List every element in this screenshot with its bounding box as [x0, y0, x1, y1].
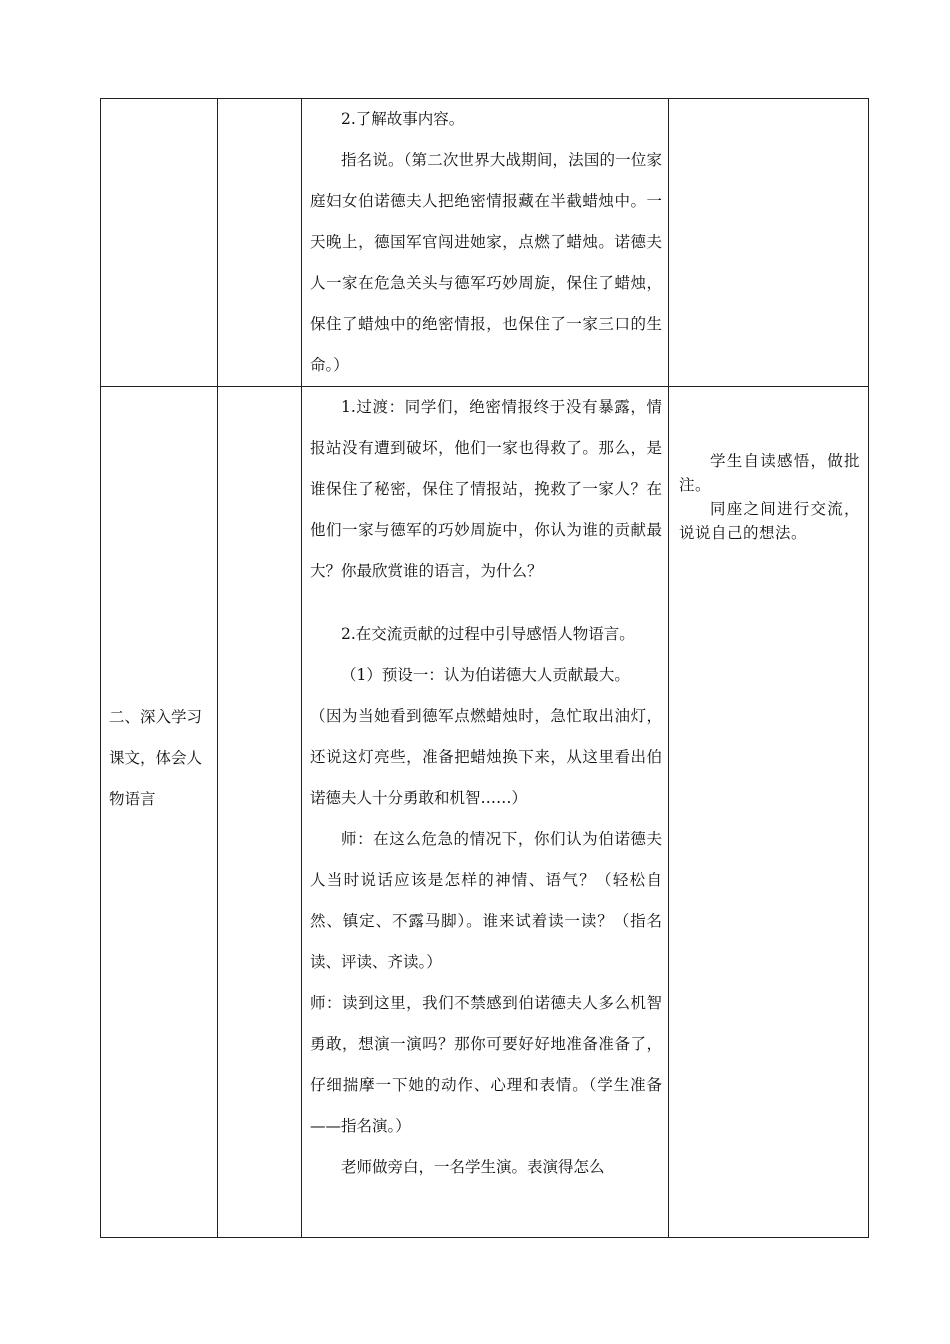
paragraph: （1）预设一：认为伯诺德大人贡献最大。	[341, 666, 630, 684]
paragraph: 同座之间进行交流，说说自己的想法。	[679, 500, 860, 542]
teacher-activity-cell	[302, 99, 669, 387]
paragraph: 1.过渡：同学们，绝密情报终于没有暴露，情报站没有遭到破坏，他们一家也得救了。那么，是谁保住了秘密，保住了情报站，挽救了一家人？在他们一家与德军的巧妙周旋中，你认为谁的贡献最大？你最欣赏谁的语言，为什么？	[310, 398, 662, 580]
table-row	[101, 387, 869, 1238]
paragraph: 2.了解故事内容。	[341, 110, 465, 128]
paragraph: 指名说。（第二次世界大战期间，法国的一位家庭妇女伯诺德夫人把绝密情报藏在半截蜡烛中。一天晚上，德国军官闯进她家，点燃了蜡烛。诺德夫人一家在危急关头与德军巧妙周旋，保住了蜡烛，保住了蜡烛中的绝密情报，也保住了一家三口的生命。）	[310, 151, 662, 374]
time-cell	[218, 387, 302, 1238]
time-cell	[218, 99, 302, 387]
lesson-plan-table	[100, 98, 869, 1238]
stage-cell	[101, 387, 218, 1238]
paragraph: 老师做旁白，一名学生演。表演得怎么	[341, 1158, 605, 1176]
paragraph: 学生自读感悟，做批注。	[679, 452, 860, 494]
table-row	[101, 99, 869, 387]
paragraph: 师：在这么危急的情况下，你们认为伯诺德夫人当时说话应该是怎样的神情、语气？（轻松自然、镇定、不露马脚）。谁来试着读一读？（指名读、评读、齐读。）	[310, 830, 662, 971]
stage-text: 二、深入学习课文，体会人物语言	[109, 708, 203, 808]
student-activity-cell	[669, 99, 869, 387]
paragraph: 师：读到这里，我们不禁感到伯诺德夫人多么机智勇敢，想演一演吗？那你可要好好地准备准备了，仔细揣摩一下她的动作、心理和表情。（学生准备——指名演。）	[310, 994, 662, 1135]
stage-cell	[101, 99, 218, 387]
teacher-activity-cell	[302, 387, 669, 1238]
student-activity-cell	[669, 387, 869, 1238]
paragraph: （因为当她看到德军点燃蜡烛时，急忙取出油灯，还说这灯亮些，准备把蜡烛换下来，从这里看出伯诺德夫人十分勇敢和机智……）	[310, 707, 662, 807]
paragraph: 2.在交流贡献的过程中引导感悟人物语言。	[341, 625, 635, 643]
